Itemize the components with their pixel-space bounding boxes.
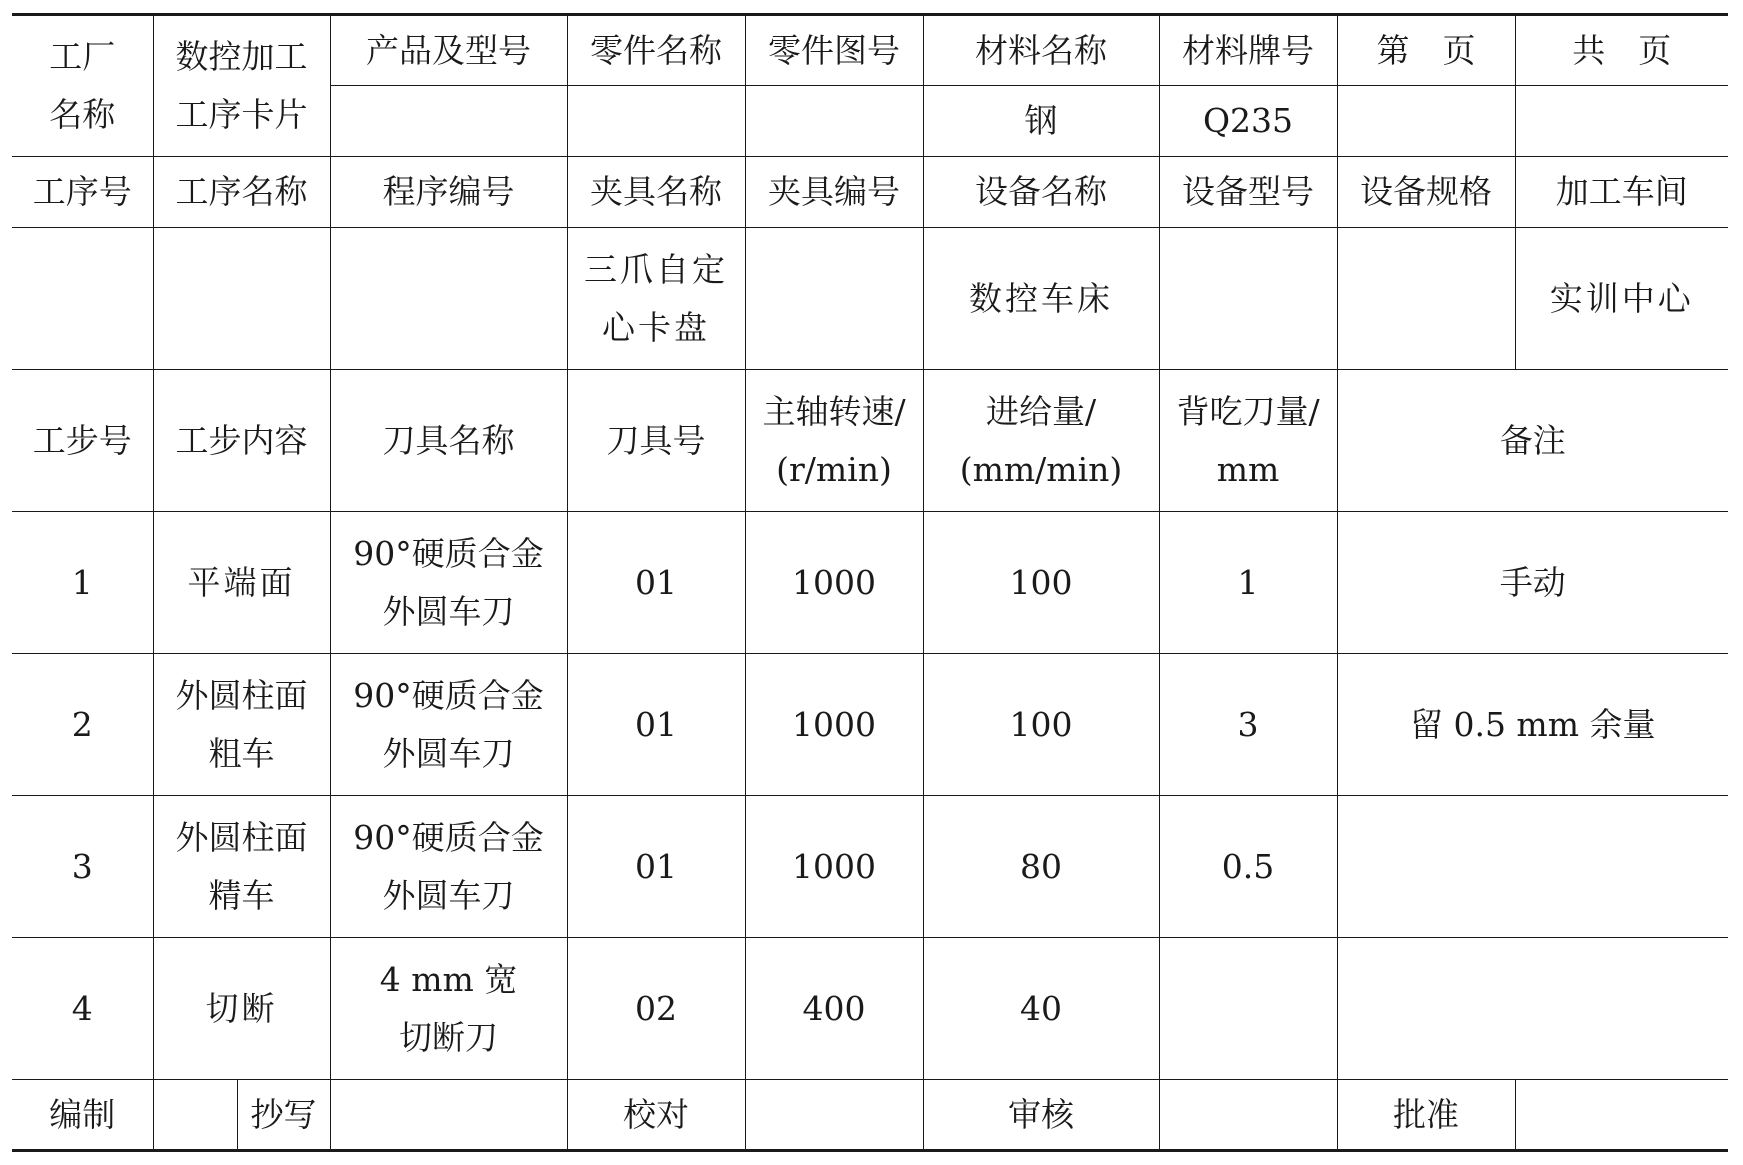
equipment-model-label: 设备型号 [1159, 157, 1337, 228]
checked-by-label: 校对 [567, 1080, 745, 1151]
tool-no[interactable]: 02 [567, 938, 745, 1080]
feed-rate[interactable]: 80 [923, 796, 1159, 938]
remark[interactable] [1337, 796, 1728, 938]
equipment-name-label: 设备名称 [923, 157, 1159, 228]
feed-rate-header: 进给量/ (mm/min) [923, 370, 1159, 512]
step-content[interactable]: 切断 [153, 938, 330, 1080]
equipment-spec-value[interactable] [1337, 228, 1515, 370]
equipment-name-value[interactable]: 数控车床 [923, 228, 1159, 370]
copied-by-value[interactable] [330, 1080, 567, 1151]
fixture-name-value[interactable]: 三爪自定 心卡盘 [567, 228, 745, 370]
process-card [12, 13, 1728, 1152]
tool-no-header: 刀具号 [567, 370, 745, 512]
step-content[interactable]: 平端面 [153, 512, 330, 654]
fixture-name-label: 夹具名称 [567, 157, 745, 228]
workshop-label: 加工车间 [1515, 157, 1728, 228]
process-no-value[interactable] [12, 228, 153, 370]
approved-by-label: 批准 [1337, 1080, 1515, 1151]
tool-name[interactable]: 90°硬质合金 外圆车刀 [330, 654, 567, 796]
table-row [12, 796, 1728, 938]
approved-by-value[interactable] [1515, 1080, 1728, 1151]
fixture-no-label: 夹具编号 [745, 157, 923, 228]
spindle-speed-header: 主轴转速/ (r/min) [745, 370, 923, 512]
tool-no[interactable]: 01 [567, 796, 745, 938]
equipment-spec-label: 设备规格 [1337, 157, 1515, 228]
page-number-value[interactable] [1337, 86, 1515, 157]
tool-no[interactable]: 01 [567, 654, 745, 796]
factory-name-label: 工厂 名称 [12, 15, 153, 157]
depth-of-cut[interactable]: 0.5 [1159, 796, 1337, 938]
part-drawing-no-value[interactable] [745, 86, 923, 157]
step-no[interactable]: 3 [12, 796, 153, 938]
table-row [12, 654, 1728, 796]
step-content[interactable]: 外圆柱面 精车 [153, 796, 330, 938]
table-row [12, 938, 1728, 1080]
checked-by-value[interactable] [745, 1080, 923, 1151]
product-model-value[interactable] [330, 86, 567, 157]
tool-name-header: 刀具名称 [330, 370, 567, 512]
program-no-label: 程序编号 [330, 157, 567, 228]
tool-name[interactable]: 90°硬质合金 外圆车刀 [330, 796, 567, 938]
equipment-model-value[interactable] [1159, 228, 1337, 370]
feed-rate[interactable]: 40 [923, 938, 1159, 1080]
remarks-header: 备注 [1337, 370, 1728, 512]
step-content[interactable]: 外圆柱面 粗车 [153, 654, 330, 796]
remark[interactable]: 手动 [1337, 512, 1728, 654]
depth-of-cut[interactable]: 1 [1159, 512, 1337, 654]
tool-no[interactable]: 01 [567, 512, 745, 654]
page-total-value[interactable] [1515, 86, 1728, 157]
material-grade-label: 材料牌号 [1159, 15, 1337, 86]
step-no[interactable]: 4 [12, 938, 153, 1080]
step-no[interactable]: 1 [12, 512, 153, 654]
material-grade-value[interactable]: Q235 [1159, 86, 1337, 157]
feed-rate[interactable]: 100 [923, 654, 1159, 796]
depth-of-cut-header: 背吃刀量/ mm [1159, 370, 1337, 512]
depth-of-cut[interactable] [1159, 938, 1337, 1080]
product-model-label: 产品及型号 [330, 15, 567, 86]
process-no-label: 工序号 [12, 157, 153, 228]
material-name-label: 材料名称 [923, 15, 1159, 86]
feed-rate[interactable]: 100 [923, 512, 1159, 654]
fixture-no-value[interactable] [745, 228, 923, 370]
part-name-label: 零件名称 [567, 15, 745, 86]
reviewed-by-value[interactable] [1159, 1080, 1337, 1151]
part-name-value[interactable] [567, 86, 745, 157]
page-total-label: 共 页 [1515, 15, 1728, 86]
depth-of-cut[interactable]: 3 [1159, 654, 1337, 796]
card-title: 数控加工 工序卡片 [153, 15, 330, 157]
tool-name[interactable]: 4 mm 宽 切断刀 [330, 938, 567, 1080]
remark[interactable]: 留 0.5 mm 余量 [1337, 654, 1728, 796]
part-drawing-no-label: 零件图号 [745, 15, 923, 86]
step-no-header: 工步号 [12, 370, 153, 512]
step-no[interactable]: 2 [12, 654, 153, 796]
remark[interactable] [1337, 938, 1728, 1080]
program-no-value[interactable] [330, 228, 567, 370]
process-name-label: 工序名称 [153, 157, 330, 228]
workshop-value[interactable]: 实训中心 [1515, 228, 1728, 370]
spindle-speed[interactable]: 1000 [745, 512, 923, 654]
reviewed-by-label: 审核 [923, 1080, 1159, 1151]
compiled-by-label: 编制 [12, 1080, 153, 1151]
spindle-speed[interactable]: 400 [745, 938, 923, 1080]
process-card-table [12, 13, 1728, 1152]
process-name-value[interactable] [153, 228, 330, 370]
table-row [12, 512, 1728, 654]
step-content-header: 工步内容 [153, 370, 330, 512]
spindle-speed[interactable]: 1000 [745, 796, 923, 938]
spindle-speed[interactable]: 1000 [745, 654, 923, 796]
compiled-by-value[interactable] [153, 1080, 237, 1151]
copied-by-label: 抄写 [237, 1080, 330, 1151]
tool-name[interactable]: 90°硬质合金 外圆车刀 [330, 512, 567, 654]
page-number-label: 第 页 [1337, 15, 1515, 86]
material-name-value[interactable]: 钢 [923, 86, 1159, 157]
